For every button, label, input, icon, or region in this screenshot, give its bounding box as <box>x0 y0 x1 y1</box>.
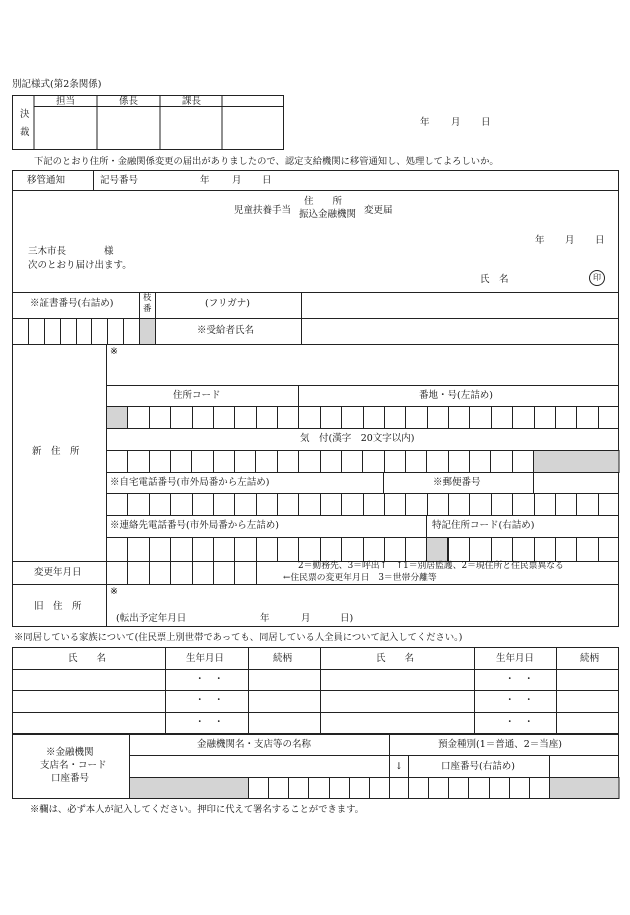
approval-head-tanto: 担当 <box>56 96 76 107</box>
seal-mark: 印 <box>589 270 605 286</box>
signature-label: 氏 名 <box>480 274 509 285</box>
contact-phone-label: ※連絡先電話番号(市外局番から左詰め) <box>110 520 279 531</box>
family-dots: ・ ・ <box>505 674 534 685</box>
transfer-year: 年 <box>200 175 210 186</box>
branch-label-1: 枝 <box>143 293 152 303</box>
down-arrow-icon: ↓ <box>395 761 403 772</box>
furigana-label: (フリガナ) <box>205 298 250 309</box>
address-code-label: 住所コード <box>173 390 221 401</box>
footer-note: ※欄は、必ず本人が記入してください。押印に代えて署名することができます。 <box>30 804 364 815</box>
change-note-1: 2＝勤務先、3＝呼出↑ ↑1＝別居監護、2＝現住所と住民票異なる <box>298 561 564 571</box>
family-dots: ・ ・ <box>195 695 224 706</box>
bank-name-label: 金融機関名・支店等の名称 <box>197 739 312 750</box>
care-of-label: 気 付(漢字 20文字以内) <box>300 433 415 444</box>
family-note: ※同居している家族について(住民票上別世帯であっても、同居している人全員について記入してください。) <box>14 632 463 643</box>
bank-label-2: 支店名・コード <box>40 760 107 771</box>
family-dots: ・ ・ <box>505 717 534 728</box>
family-header-birth-2: 生年月日 <box>496 653 535 664</box>
family-header-relation-2: 続柄 <box>580 653 600 664</box>
approval-year: 年 <box>420 117 430 128</box>
new-address-mark: ※ <box>110 346 118 357</box>
lot-number-label: 番地・号(左詰め) <box>419 390 493 401</box>
moveout-month: 月 <box>301 613 311 624</box>
transfer-day: 日 <box>262 175 272 186</box>
title-item-bank: 振込金融機関 <box>299 209 357 220</box>
family-header-relation-1: 続柄 <box>273 653 293 664</box>
change-note-2: ←住民票の変更年月日 3＝世帯分離等 <box>283 573 437 583</box>
approval-side-2: 裁 <box>20 127 30 138</box>
family-header-name-1: 氏 名 <box>68 653 107 664</box>
moveout-label: (転出予定年月日 <box>116 613 187 624</box>
bank-label-1: ※金融機関 <box>46 747 94 758</box>
addressee: 三木市長 様 <box>28 246 114 257</box>
transfer-label: 移管通知 <box>27 175 66 186</box>
moveout-day: 日) <box>340 613 354 624</box>
family-header-birth-1: 生年月日 <box>186 653 225 664</box>
postal-code-label: ※郵便番号 <box>433 477 481 488</box>
change-date-label: 変更年月日 <box>34 567 82 578</box>
deposit-type-label: 預金種別(1＝普通、2＝当座) <box>438 739 563 750</box>
form-label: 別記様式(第2条関係) <box>12 79 102 90</box>
date-month: 月 <box>565 235 575 246</box>
old-address-mark: ※ <box>110 586 118 597</box>
certificate-number-label: ※証書番号(右詰め) <box>30 298 114 309</box>
bank-label-3: 口座番号 <box>51 773 90 784</box>
approval-month: 月 <box>451 117 461 128</box>
approval-head-kakaricho: 係長 <box>119 96 139 107</box>
record-number-label: 記号番号 <box>100 175 139 186</box>
moveout-year: 年 <box>260 613 270 624</box>
family-dots: ・ ・ <box>505 695 534 706</box>
title-prefix: 児童扶養手当 <box>234 205 292 216</box>
approval-head-kacho: 課長 <box>182 96 202 107</box>
recipient-name-label: ※受給者氏名 <box>197 325 255 336</box>
date-day: 日 <box>595 235 605 246</box>
title-item-address: 住 所 <box>304 196 343 207</box>
branch-label-2: 番 <box>143 304 152 314</box>
transfer-month: 月 <box>232 175 242 186</box>
special-address-code-label: 特記住所コード(右詰め) <box>432 520 535 531</box>
home-phone-label: ※自宅電話番号(市外局番から左詰め) <box>110 477 270 488</box>
title-suffix: 変更届 <box>364 205 393 216</box>
old-address-label: 旧 住 所 <box>34 601 82 612</box>
declaration: 次のとおり届け出ます。 <box>28 260 132 271</box>
family-header-name-2: 氏 名 <box>376 653 415 664</box>
approval-side-1: 決 <box>20 109 30 120</box>
new-address-label: 新 住 所 <box>32 446 80 457</box>
intro-text: 下記のとおり住所・金融関係変更の届出がありましたので、認定支給機関に移管通知し、処理してよろしいか。 <box>34 156 499 167</box>
account-number-label: 口座番号(右詰め) <box>441 761 515 772</box>
family-dots: ・ ・ <box>195 674 224 685</box>
date-year: 年 <box>535 235 545 246</box>
approval-day: 日 <box>481 117 491 128</box>
family-dots: ・ ・ <box>195 717 224 728</box>
